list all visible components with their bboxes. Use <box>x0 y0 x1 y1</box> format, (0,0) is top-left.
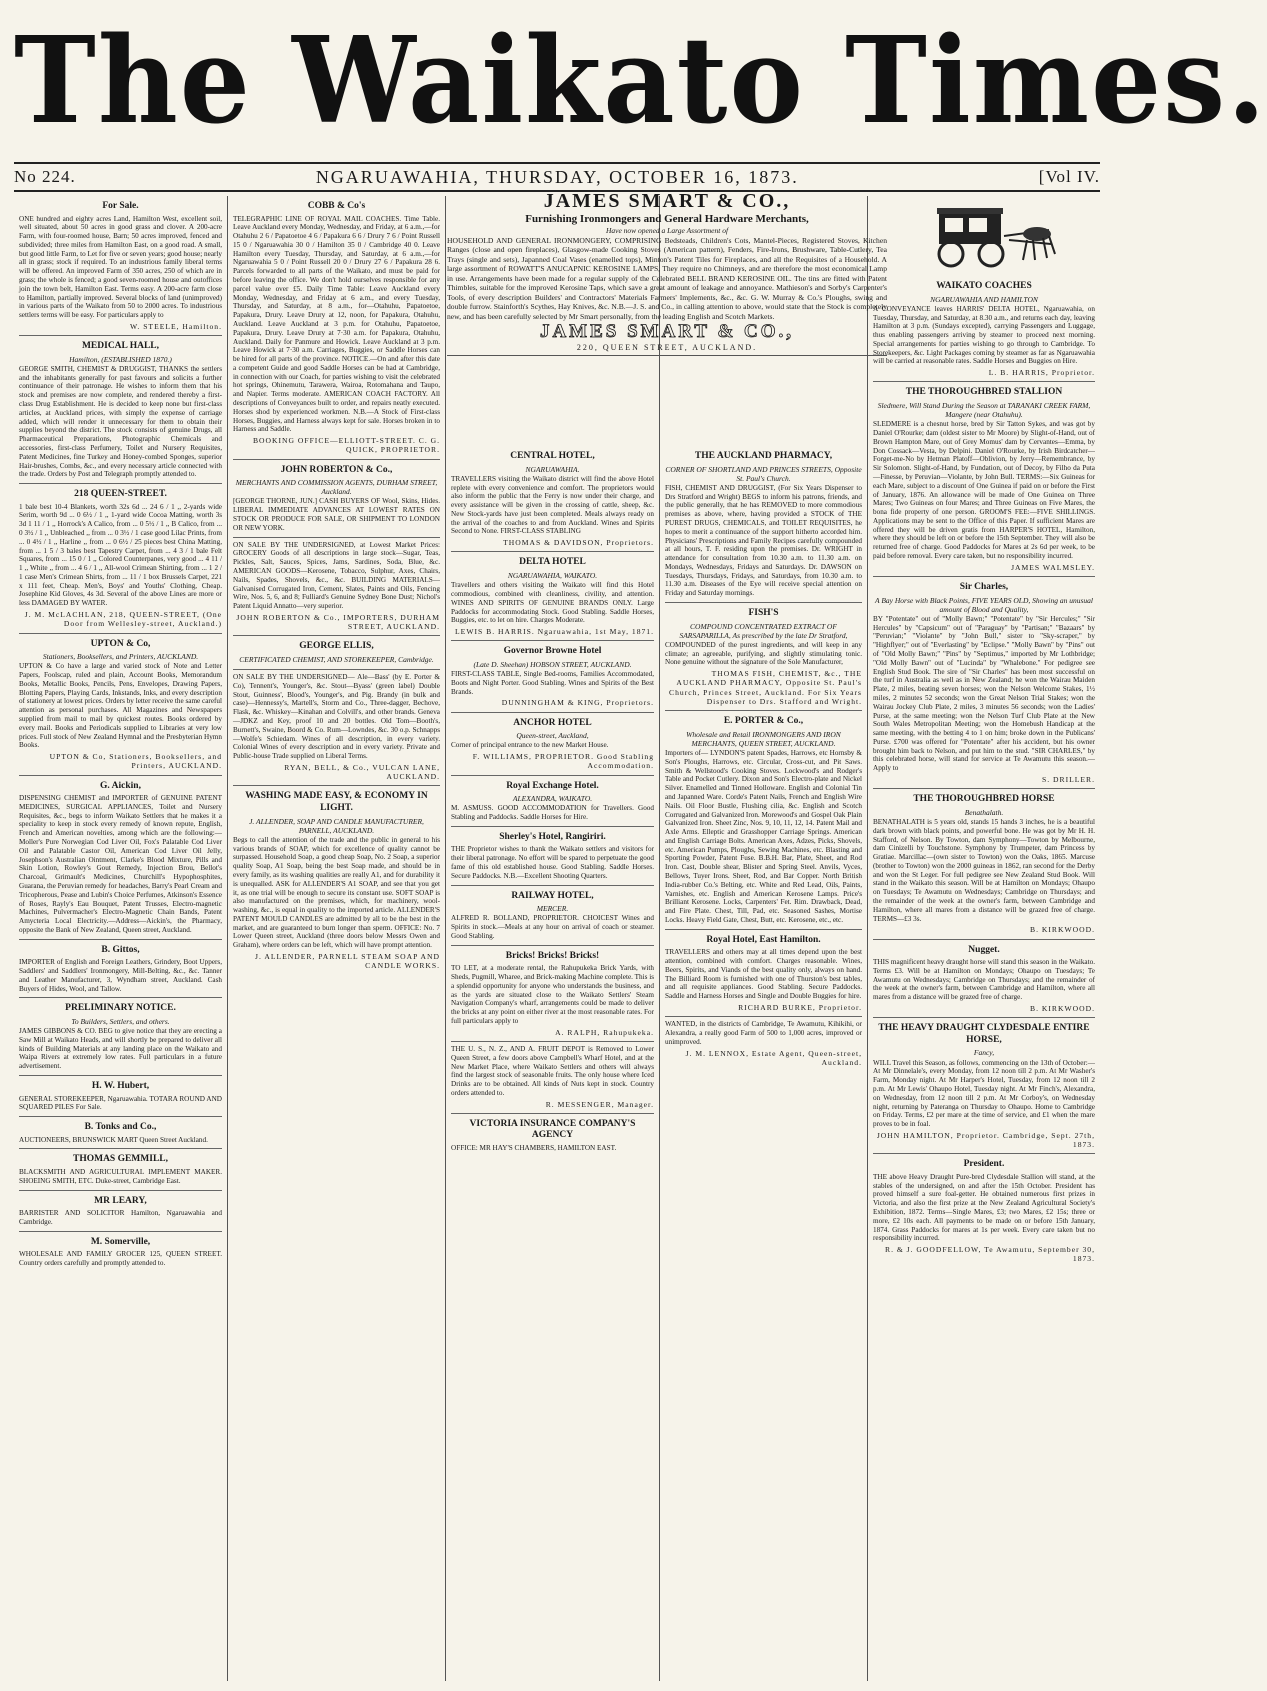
ad-body: Begs to call the attention of the trade and the public in general to his various brands of SOAP, which for excellence of quality cannot be surpassed. Household Soap, a good cheap Soap, No. 2 Soap, a superior quality Soap, A1 Soap, being the best Soap made, and should be in every family, as its washing qualities are really A1, and for durability it is unequalled. ASK for ALLENDER'S A1 SOAP, and see that you get it, as one trial will be enough to secure its constant use. SOFT SOAP is also manufactured on the premises, which, for machinery, wool-washing, &c., is equal in quality to the imported article. ALLENDER'S PATENT MOULD CANDLES are admitted by all to be the best in the market, and are guaranteed to burn longer than sperm. OFFICE: No. 7 Lower Queen street, Auckland (three doors below Messrs Owen and Graham), where orders can be left, which will have prompt attention. <box>233 835 440 950</box>
ad-heading: PRELIMINARY NOTICE. <box>65 1003 176 1014</box>
ad-heading: 218 QUEEN-STREET. <box>74 489 167 500</box>
ad-signature: DUNNINGHAM & KING, Proprietors. <box>501 698 654 708</box>
ad-signature: J. M. McLACHLAN, 218, QUEEN-STREET, (One Door from Wellesley-street, Auckland.) <box>24 610 222 629</box>
ad-signature: B. KIRKWOOD. <box>1030 925 1095 935</box>
ad-subheading: NGARUAWAHIA AND HAMILTON <box>930 294 1038 304</box>
ad-signature: LEWIS B. HARRIS. Ngaruawahia, 1st May, 1871. <box>455 627 654 637</box>
ad-heading: WASHING MADE EASY, & ECONOMY IN LIGHT. <box>245 791 428 813</box>
ad-body: TELEGRAPHIC LINE OF ROYAL MAIL COACHES. Time Table. Leave Auckland every Monday, Wednesday, and Friday, at 6 a.m.,—for Otahuhu 2 6 / Papatoetoe 4 6 / Papakura 6 6 / Drury 7 6 / Point Russell 15 0 / Ngaruawahia 30 0 / Hamilton 35 0 / Cambridge 40 0. Leave Hamilton every Tuesday, Thursday, and Saturday, at 6 a.m.,—for Ngaruawahia 5 0 / Point Russell 20 0 / Drury 27 6 / Papakura 28 6. Parcels forwarded to all parts of the Waikato, and must be paid for before leaving the office. We don't hold ourselves responsible for any parcel value over £5. Daily Time Table: Leave Auckland every Monday, Wednesday, and Friday at 6 a.m., and every Tuesday, Thursday, and Saturday, at 8 a.m., for—Otahuhu, Papatoetoe, Papakura, Drury. Leave Drury at 12, noon, for Papakura, Otahuhu, Auckland. Leave Auckland at 3 p.m. for Otahuhu, Papatoetoe, Papakura, Drury. Leave Drury at 7·30 a.m. for Papakura, Otahuhu, Auckland. Daily for Panmure and Howick. Leave Auckland at 3 p.m. Leave Howick at 7·30 a.m. Carriages, Buggies, or Saddle Horses can be hired for all parts of the province. NOTICE.—On and after this date a competent Guide and good Saddle Horses can be had at Cambridge, in connection with our Coach, for parties wishing to visit the celebrated hot springs, Ohinemutu, Tarawera, Wairoa, Rotomahana and Taupo, and Napier. Terms moderate. AMERICAN COACH FACTORY. All descriptions of Conveyances built to order, and repairs neatly executed. Horses shod by experienced workmen. N.B.—A Stock of First-class Horses, Buggies, and Harness always kept for sale. Horses broken in to Harness and Saddle. <box>233 214 440 434</box>
advertisement <box>19 940 222 999</box>
advertisement <box>233 670 440 786</box>
ad-body: UPTON & Co have a large and varied stock of Note and Letter Papers, Foolscap, ruled and plain, Account Books, Memorandum Books, Metallic Books, Pencils, Pens, Envelopes, Drawing Papers, Blotting Papers, Playing Cards, Inkstands, Inks, and every description of stationery at lowest prices. Orders by letter receive the same careful attention as personal purchases. All Magazines and Newspapers supplied from mail to mail by quickest routes. Books ordered by every mail. Books and Periodicals supplied to Libraries at very low prices. Full stock of New Zealand Hymnal and the Presbyterian Hymn Books. <box>19 662 222 750</box>
ad-signature: J. M. LENNOX, Estate Agent, Queen-street, Auckland. <box>685 1048 862 1067</box>
ad-body: GENERAL STOREKEEPER, Ngaruawahia. TOTARA ROUND AND SQUARED PILES For Sale. <box>19 1094 222 1112</box>
ad-subheading: Benathalath. <box>964 807 1004 817</box>
ad-heading: THE THOROUGHBRED HORSE <box>913 794 1055 805</box>
ad-heading: H. W. Hubert, <box>91 1080 150 1091</box>
ad-signature: JOHN ROBERTON & Co., IMPORTERS, DURHAM STREET, AUCKLAND. <box>236 612 440 632</box>
advertisement <box>451 1114 654 1157</box>
ad-body: [GEORGE THORNE, JUN.] CASH BUYERS OF Wool, Skins, Hides. LIBERAL IMMEDIATE ADVANCES AT LOWEST RATES ON STOCK OR PRODUCE FOR SALE, OR SHIPMENT TO LONDON OR NEW YORK. <box>233 497 440 532</box>
ad-subheading: Sledmere, Will Stand During the Season at TARANAKI CREEK FARM, Mangere (near Otahuhu). <box>877 401 1091 420</box>
columns <box>14 196 1100 1681</box>
column-1 <box>14 196 228 1681</box>
ad-heading: MEDICAL HALL, <box>81 341 160 352</box>
advertisement <box>19 196 222 336</box>
column-3-ads <box>451 446 654 1157</box>
advertisement <box>19 484 222 633</box>
ad-signature: RICHARD BURKE, Proprietor. <box>738 1002 862 1012</box>
ad-signature: BOOKING OFFICE—ELLIOTT-STREET. C. G. QUICK, PROPRIETOR. <box>252 436 440 455</box>
advertisement <box>665 1017 862 1071</box>
ad-signature: B. KIRKWOOD. <box>1030 1004 1095 1014</box>
ad-subheading: Hamilton, (ESTABLISHED 1870.) <box>69 354 172 364</box>
ad-subheading: (Late D. Sheehan) HOBSON STREET, AUCKLAND. <box>473 659 632 669</box>
ad-body: Travellers and others visiting the Waikato will find this Hotel commodious, combined with cleanliness, civility, and attention. WINES AND SPIRITS OF GENUINE BRANDS ONLY. Large Paddocks for accommodating Stock. Good Stabling. Saddle Horses, Buggies, etc. to let on hire. Charges Moderate. <box>451 581 654 625</box>
ad-body: WILL Travel this Season, as follows, commencing on the 13th of October:— At Mr Dinnelale's, every Monday, from 12 noon till 2 p.m. At Mr Washer's Farm, Monday night. At Mr Harper's Hotel, Tuesday, from 12 noon till 2 p.m. At Mr Lewis' Ohaupo Hotel, Tuesday night. At Mr Finch's, Alexandra, on Wednesday, from 12 noon till 2 p.m. At Mr Corboy's, on Wednesday night, returning by Pateranga on Thursday to Ohaupo. Home to Cambridge on Friday. Terms, £2 per mare at the time of service, and £1 when the mare proves to be in foal. <box>873 1058 1095 1129</box>
james-smart-address: 220, QUEEN STREET, AUCKLAND. <box>576 343 758 353</box>
james-smart-title: JAMES SMART & CO., <box>543 190 791 212</box>
ad-body: BY "Potentate" out of "Molly Bawn;" "Potentate" by "Sir Hercules;" "Sir Hercules" by "Capsicum" out of "Paraguay" by "Partisan;" "Bazaars" by "Peruvian;" "Violante" by "John Bull," sister to "Sky-scraper," by "Highflyer;" out of "Everlasting" by "Eclipse." "Molly Bawn" by "Pins" out of "Old Molly Bawn;" "Pins" by "Septimus," imported by Mr Lothbridge; "Old Molly Bawn" out of "Lucinda" by "Whalebone." For pedigree see English Stud Book. The sire of "Sir Charles" has been most successful on the turf in Australia as well as in New Zealand; he won the Wairau Maiden Plate, 2 miles, beating seven horses; won the Nelson Welcome Stakes, 1½ miles, 2 minutes 52 seconds; won the Great Nelson Trial Stakes; won the Wairau Jockey Club Plate, 2 miles, 3 minutes 56 seconds; won the Ladies' Purse, at the same meeting; won the Nelson Turf Club Plate at the New South Wales Metropolitan Meeting; won the Homebush Handicap at the same meeting, with the betting 4 to 1 on him; broke down in the Publicans' Purse. £700 was offered for "Potentate" after his accident, but his owner brought him back to Nelson, and put him to the stud. "SIR CHARLES," by this celebrated horse, will stand for service at Te Awamutu this season.—Apply to <box>873 614 1095 773</box>
ad-body: THE U. S., N. Z., AND A. FRUIT DEPOT is Removed to Lower Queen Street, a few doors above Campbell's Wharf Hotel, and at the New Market Place, where Waikato Settlers and others will always find the largest stock of seasonable fruits. The only house where Iced Drinks are to be obtained. All kinds of Nuts kept in stock. Country orders attended to. <box>451 1044 654 1097</box>
ad-body: BLACKSMITH AND AGRICULTURAL IMPLEMENT MAKER. SHOEING SMITH, ETC. Duke-street, Cambridge East. <box>19 1168 222 1185</box>
ad-heading: CENTRAL HOTEL, <box>510 451 595 461</box>
ad-body: WANTED, in the districts of Cambridge, Te Awamutu, Kihikihi, or Alexandra, a really good Farm of 500 to 1,000 acres, improved or unimproved. <box>665 1020 862 1046</box>
ad-body: SLEDMERE is a chesnut horse, bred by Sir Tatton Sykes, and was got by Daniel O'Rourke; dam (oldest sister to Mr Moore) by Slight-of-Hand, out of Brown Hampton Mare, out of Grey Momus' dam by Cervantes—Emma, by Don Cossack—Vesta, by Delpini. Daniel O'Rourke, by Irish Birdcatcher—Forget-me-No by Hetman Platoff—Oblivion, by Jerry—Remembrance, by Sir Solomon. Slight-of-Hand, by Fundation, out of Decoy, by Filho da Puta—Finesse, by Peruvian—Violante, by John Bull. TERMS:—Six Guineas for each Mare, subject to a discount of One Guinea if paid on or before the First of January, 1876. An allowance will be made of One Guinea on Three Mares; Two Guineas on four Mares; and Three Guineas on Five Mares, the bona fide property of one person. GROOM'S FEE:—FIVE SHILLINGS. Applications may be sent to the Office of this Paper. If sufficient Mares are offered they will be driven gratis from HARPER'S HOTEL, Hamilton, where they should be left on or before the 15th September. They will also be returned free of charge. Good Paddocks for Mares at 2s 6d per week, to be paid before removal. Every care taken, but no responsibility incurred. <box>873 420 1095 561</box>
ad-subheading: NGARUAWAHIA. <box>525 464 580 474</box>
ad-body: WHOLESALE AND FAMILY GROCER 125, QUEEN STREET. Country orders carefully and promptly attended to. <box>19 1250 222 1268</box>
ad-heading: M. Somerville, <box>90 1236 151 1247</box>
ad-heading: E. PORTER & Co., <box>723 716 804 727</box>
ad-body: M. ASMUSS. GOOD ACCOMMODATION for Travellers. Good Stabling and Paddocks. Saddle Horses for Hire. <box>451 804 654 822</box>
advertisement <box>19 776 222 940</box>
ad-body: ON SALE BY THE UNDERSIGNED, at Lowest Market Prices: GROCERY Goods of all descriptions in large stock—Sugar, Teas, Pickles, Salt, Sauces, Spices, Jams, Sardines, Soda, Blue, &c. AMERICAN GOODS—Kerosene, Tobacco, Sulphur, Axes, Chairs, Nails, Spades, Shovels, &c., &c. BUILDING MATERIALS—Galvanised Corrugated Iron, Cement, Slates, Paints and Oils, Fencing Wire, Nos. 5, 6, and 8; Fulliard's Genuine Sydney Bone Dust; Nichol's Patent Liquid Annatto—very superior. <box>233 540 440 611</box>
ad-signature: R. MESSENGER, Manager. <box>545 1099 654 1109</box>
ad-heading: For Sale. <box>102 201 139 211</box>
advertisement <box>19 634 222 776</box>
advertisement <box>451 552 654 641</box>
ad-heading: MR LEARY, <box>94 1195 147 1206</box>
ad-heading: THE AUCKLAND PHARMACY, <box>694 451 833 461</box>
ad-heading: B. Gittos, <box>101 944 140 955</box>
masthead-title: The Waikato Times. <box>14 10 1267 151</box>
ad-subheading: Queen-street, Auckland, <box>516 731 589 741</box>
ad-heading: JOHN ROBERTON & Co., <box>280 464 393 475</box>
ad-subheading: Wholesale and Retail IRONMONGERS AND IRON MERCHANTS, QUEEN STREET, AUCKLAND. <box>686 729 841 748</box>
ad-subheading: MERCHANTS AND COMMISSION AGENTS, DURHAM STREET, Auckland. <box>235 478 438 497</box>
ad-body: ON SALE BY THE UNDERSIGNED— Ale—Bass' (by E. Porter & Co), Tennent's, Younger's, &c. Stout—Byass' (green label) Double Stout, Guinness', Blood's, Younger's, and Pig. Brandy (in bulk and case)—Hennessy's, Martell's, Storm and Co., Three-dagger, Bechove, Flask, &c. Whiskey—Kinahan and Colvill's, and other brands. Geneva—JDKZ and Key, proof 10 and 20 bottles. Old Tom—Booth's, Burnett's, Swaine, Boord & Co. Rum—Lowndes, &c. 30 o.p. Schnapps—Wolfe's Schiedam. Wines of all description, in every variety. Colonial Wines of every description and in every variety. Private and Public-house Trade supplied on Liberal Terms. <box>233 673 440 761</box>
advertisement <box>451 1042 654 1114</box>
ad-subheading: NGARUAWAHIA, WAIKATO. <box>507 571 598 581</box>
advertisement <box>19 1232 222 1272</box>
advertisement <box>19 1117 222 1149</box>
advertisement <box>19 998 222 1076</box>
advertisement <box>451 713 654 776</box>
ad-body: FISH, CHEMIST AND DRUGGIST, (For Six Years Dispenser to Drs Stratford and Wright) BEGS to inform his patrons, friends, and the public generally, that he has REMOVED to more commodious premises as above, where, having provided a STOCK of THE PUREST DRUGS, CHEMICALS, and TOILET REQUISITES, he hopes to merit a continuance of the support hitherto accorded him. Physicians' Prescriptions and Family Recipes carefully compounded at all hours, T. F. residing upon the premises. Dr. WRIGHT in attendance for consultation from 10.30 a.m. to 11.30 a.m. on Mondays, Wednesdays, Fridays and Saturdays. Dr. DAWSON on Tuesdays, Thursdays, Fridays, and Saturdays, from 10.30 a.m. to 11.30 a.m. Diseases of the Eye will receive special attention on Friday and Saturday mornings. <box>665 483 862 598</box>
ad-heading: Governor Browne Hotel <box>503 646 602 657</box>
dateline-bar <box>14 162 1100 192</box>
ad-body: Importers of— LYNDON'S patent Spades, Harrows, etc Hornsby & Son's Ploughs, Harrows, etc. Circular, Cross-cut, and Pit Saws. Smith & Wellstood's Cooking Stoves. Lockwood's and Rodger's Table and Pocket Cutlery. Dixon and Son's Electro-plate and Nickel Silver. Enamelled and Tinned Holloware. English and Colonial Tin and Japanned Ware. Corde's Patent Nails, French and English Wire Nails. Oil Floor Bustle, Flushing cilia, &c. English and Scotch Corrugated and Galvanized Iron. Morewood's and Gospel Oak Plain Galvanized Iron. Sheet Zinc, Nos. 9, 10, 11, 12, 14. Patent Mail and Axle Arms. Elleptic and Grasshopper Carriage Springs. American and English Carriage Bolts. American Axes, Adzes, Picks, Shovels, etc. American Pumps, Ploughs, Sewing Machines, etc. Blasting and Sporting Powder, Patent Fuse. B.B.H. Bar, Plate, Sheet, and Rod Iron. Cast, Double shear, Blister and Spring Steel. Anvils, Vyces, Bellows, Tuyer Irons. Sheet, Rod, and Bar Copper. North British India-rubber Co.'s Belting, etc. White and Red Lead, Oils, Paints, Varnishes, etc. English and American Kerosene Lamps. Price's Brilliant Kerosene. Locks, Carpenters' Fet. Rim. Drawback, Dead, and Fire Plate. Chest, Till, Pad, etc. Seasoned Sashes, Mortise Locks. Heavy Field Gate, Chest, Butt, etc. Kerosene, etc., etc. <box>665 749 862 924</box>
ad-heading: Nugget. <box>968 944 1000 955</box>
column-5-ads <box>873 276 1095 1268</box>
ad-subheading: J. ALLENDER, SOAP AND CANDLE MANUFACTURER, PARNELL, AUCKLAND. <box>249 816 424 835</box>
ad-subheading: CERTIFICATED CHEMIST, AND STOREKEEPER, Cambridge. <box>239 654 434 664</box>
ad-body: THE Proprietor wishes to thank the Waikato settlers and visitors for their liberal patronage. No effort will be spared to perpetuate the good fame of this old established house. Good Stabling. Saddle Horses. Secure Paddocks. N.B.—Excellent Shooting Quarters. <box>451 845 654 880</box>
advertisement <box>19 1191 222 1232</box>
ad-heading: WAIKATO COACHES <box>936 281 1032 291</box>
advertisement <box>873 1154 1095 1267</box>
advertisement <box>665 603 862 711</box>
ad-signature: L. B. HARRIS, Proprietor. <box>988 368 1095 378</box>
ad-heading: THE HEAVY DRAUGHT CLYDESDALE ENTIRE HORSE, <box>878 1023 1090 1045</box>
ad-heading: ANCHOR HOTEL <box>513 717 592 728</box>
coach-icon <box>909 200 1059 272</box>
advertisement <box>873 789 1095 939</box>
coach-illustration <box>873 200 1095 272</box>
volume-number: [Vol IV. <box>1038 167 1100 186</box>
issue-number: No 224. <box>14 167 76 186</box>
ad-body: DISPENSING CHEMIST and IMPORTER of GENUINE PATENT MEDICINES, SURGICAL APPLIANCES, Toilet and Nursery Requisites, &c., begs to inform Waikato Settlers that he makes it a speciality to keep in stock every remedy of known repute, English, French and American novelties, among which are the following:—Moller's Pure Norwegian Cod Liver Oil, Fox's Palatable Cod Liver Oil and Palatable Castor Oil, American Cod Liver Oil Jelly, Josephson's Australian Ointment, Clarke's Blood Mixture, Pills and Skin Lotion, Rowley's Gout Remedy, Injection Brou, Bellot's Charcoal, Grimault's Medicines, Churchill's Hypophosphites, Guarana, the Peruvian remedy for headaches, Barry's Pearl Cream and Tricopherous, Pease and Lubin's Choice Perfumes, Atkinson's Essence of Roses, Rayly's Eau Bouquet, Patent Trusses, Electro-magnetic Machines, Pulvermacher's Electro-Magnetic Chain Bands, Patent Amycteria Local Electricity.—Address—Aickin's, the Pharmacy, opposite the Bank of New Zealand, Queen street, Auckland. <box>19 794 222 934</box>
ad-body: THE above Heavy Draught Pure-bred Clydesdale Stallion will stand, at the stables of the undersigned, on and after the 15th October. President has proved himself a sure foal-getter. He obtained numerous first prizes in Victoria, and also the first prize at the New Zealand Agricultural Society's Exhibition, 1872. Terms—Single Mares, £3; two Mares, £2 15s; three or more, £2 10s each. All payments to be made on or before 15th January, 1874. Grass Paddocks for mares at 1s per week. Every care taken but no responsibility incurred. <box>873 1172 1095 1243</box>
ad-heading: Sir Charles, <box>959 582 1009 593</box>
ad-signature: THOMAS & DAVIDSON, Proprietors. <box>503 538 654 548</box>
ad-heading: G. Aickin, <box>100 780 141 791</box>
james-smart-body: HOUSEHOLD AND GENERAL IRONMONGERY, COMPRISING Bedsteads, Children's Cots, Mantel-Pieces, Registered Stoves, Kitchen Ranges (close and open fireplaces), Glasgow-made Cooking Stoves (American pattern), Fenders, Fire-Irons, Brushware, Table-Cutlery, Tea Trays (single and sets), Japanned Coal Vases (enamelled tops), Minton's Patent Tiles for Fireplaces, and all the Requisites of a Household. A large assortment of ROWATT'S ANUCAPNIC KEROSINE LAMPS, They require no Chimneys, and are therefore the most economical Lamp in use. Arrangements have been made for a regular supply of the Celebrated BELL BRAND KEROSINE OIL. The tins are fitted with Patent Thimbles, suitable for the improved Kerosine Taps, which save a great amount of leakage and annoyance. Mathieson's and Sorby's Carpenter's Tools, of every description Builders' and Contractors' Materials Farmers' Implements, &c., &c. G. W. Murray & Co.'s Ploughs, swing and double furrow. Stainforth's Scythes, Hay Knives, &c. N.B.—J. S. and Co., in calling attention to above, would state that the Stock is completely new, and has been carefully selected by Mr Smart personally, from the leading English and Scotch Markets. <box>447 236 887 321</box>
column-3 <box>446 196 660 1681</box>
column-4-ads <box>665 446 862 1071</box>
advertisement <box>873 1018 1095 1154</box>
ad-body: AUCTIONEERS, BRUNSWICK MART Queen Street Auckland. <box>19 1135 208 1144</box>
ad-signature: F. WILLIAMS, PROPRIETOR. Good Stabling Accommodation. <box>472 752 654 771</box>
advertisement <box>873 382 1095 577</box>
advertisement <box>233 636 440 670</box>
ad-body: COMPOUNDED of the purest ingredients, and will keep in any climate; an agreeable, purifying, and slightly stimulating tonic. None genuine without the signature of the Sole Manufacturer, <box>665 640 862 667</box>
ad-body: OFFICE: MR HAY'S CHAMBERS, HAMILTON EAST. <box>451 1144 617 1153</box>
ad-heading: UPTON & Co, <box>90 638 151 649</box>
column-4 <box>660 196 868 1681</box>
ad-signature: RYAN, BELL, & Co., VULCAN LANE, AUCKLAND. <box>284 762 440 782</box>
ad-signature: JAMES WALMSLEY. <box>1011 562 1095 572</box>
ad-heading: GEORGE ELLIS, <box>299 641 374 652</box>
ad-body: BARRISTER AND SOLICITOR Hamilton, Ngaruawahia and Cambridge. <box>19 1209 222 1226</box>
advertisement <box>665 711 862 929</box>
ad-heading: Royal Exchange Hotel. <box>506 780 599 791</box>
ad-subheading: Stationers, Booksellers, and Printers, AUCKLAND. <box>42 652 199 662</box>
ad-body: TRAVELLERS and others may at all times depend upon the best attention, combined with comfort. Charges reasonable. Wines, Beers, Spirits, and Viands of the best quality only, always on hand. The Billiard Room is furnished with one of Thurston's best tables, and all requisite appliances. Good Stabling. Secure Paddocks. Saddle and Harness Horses and Single and Double Buggies for hire. <box>665 948 862 1001</box>
ad-body: ONE hundred and eighty acres Land, Hamilton West, excellent soil, well situated, about 50 acres in good grass and clover. A 200-acre Farm, with four-roomed house, Barn; 50 acres improved, fenced and subdivided; three miles from Hamilton East, on a good road. A small, but good little Farm, to Let for five or seven years; good house; nearly all in grass; stock if required. To an industrious family liberal terms will be offered. An improved Farm of 350 acres, 250 of which are in grass; the whole is fenced; a good seven-roomed house and outoffices join the town belt, Hamilton East. Terms easy. A 200-acre farm close to Hamilton, partially improved. Several blocks of land (unimproved) in various parts of the Waikato from 50 to 2000 acres. To industrious settlers terms will be easy. For particulars apply to <box>19 214 222 320</box>
advertisement <box>665 446 862 603</box>
advertisement <box>451 776 654 827</box>
ad-heading: Royal Hotel, East Hamilton. <box>706 934 821 945</box>
ad-heading: FISH'S <box>748 608 779 619</box>
ad-signature: THOMAS FISH, CHEMIST, &c., THE AUCKLAND PHARMACY, Opposite St. Paul's Church, Princes Street, Auckland. For Six Years Dispenser to Drs. Stafford and Wright. <box>669 669 862 706</box>
ad-body: BENATHALATH is 5 years old, stands 15 hands 3 inches, he is a beautiful dark brown with black points, and powerful bone. He was got by Mr H. H. Stafford, of Nelson. By Towton, dam Symphony—Towton by Melbourne, dam Cinizelli by Touchstone. Symphony by Trumpeter, dam Princess by Gratiae. Marcillac—(own sister to Towton) won the Oaks, 1865. Marcuse (brother to Towton) won the 2000 guineas in 1862, ran second for the Derby and won the St Leger. For full pedigree see New Zealand Stud Book. Will stand in the Waikato this season. Will be at Hamilton on Mondays; Ohaupo on Tuesdays; Te Awamutu on Wednesdays; Cambridge on Thursdays; and the remainder of the week at the owner's farm, between Cambridge and Hamilton, where all mares from a distance will be grazed free of charge. TERMS—£3 3s. <box>873 817 1095 923</box>
ad-body: A CONVEYANCE leaves HARRIS' DELTA HOTEL, Ngaruawahia, on Tuesday, Thursday, and Saturday, at 8.30 a.m., and returns each day, leaving Hamilton at 3 p.m. (Sundays excepted), carrying Passengers and Luggage, thus enabling passengers arriving by steamer to proceed next morning. Special arrangements for parties wishing to go through to Cambridge. To Storekeepers, &c. Light Packages coming by steamer as far as Ngaruawahia will be carried at reasonable rates. Saddle Horses and Buggies on Hire. <box>873 304 1095 366</box>
ad-heading: Sherley's Hotel, Rangiriri. <box>499 831 606 842</box>
ad-heading: President. <box>963 1159 1005 1170</box>
ad-subheading: A Bay Horse with Black Points, FIVE YEARS OLD, Showing an unusual amount of Blood and Quality, <box>875 595 1093 614</box>
ad-body: FIRST-CLASS TABLE, Single Bed-rooms, Families Accommodated, Boots and Night Porter. Good Stabling. Wines and Spirits of the Best Brands. <box>451 670 654 696</box>
ad-subheading: MERCER. <box>536 904 569 914</box>
advertisement <box>233 538 440 637</box>
advertisement <box>873 940 1095 1019</box>
ad-subheading: CORNER OF SHORTLAND AND PRINCES STREETS, Opposite St. Paul's Church. <box>665 464 862 483</box>
james-smart-outline-title: JAMES SMART & CO., <box>539 321 795 343</box>
ad-body: TRAVELLERS visiting the Waikato district will find the above Hotel replete with every convenience and comfort. The proprietors would also inform the public that the Ferry is now under their charge, and every assistance will be given in the crossing of cattle, sheep, &c. New Stock-yards have just been completed. Meals always ready on the arrival of the coaches to and from Auckland. Wines and Spirits Second to None. FIRST-CLASS STABLING <box>451 474 654 536</box>
advertisement <box>19 1149 222 1190</box>
ad-signature: JOHN HAMILTON, Proprietor. Cambridge, Sept. 27th, 1873. <box>876 1130 1095 1150</box>
ad-signature: UPTON & Co, Stationers, Booksellers, and Printers, AUCKLAND. <box>49 752 222 771</box>
advertisement <box>19 336 222 484</box>
ad-heading: VICTORIA INSURANCE COMPANY'S AGENCY <box>469 1118 636 1141</box>
ad-heading: COBB & Co's <box>307 201 366 211</box>
advertisement <box>451 946 654 1042</box>
advertisement <box>451 641 654 712</box>
advertisement <box>233 786 440 974</box>
advertisement <box>233 196 440 460</box>
ad-signature: W. STEELE, Hamilton. <box>129 321 222 331</box>
advertisement <box>19 1076 222 1117</box>
ad-subheading: ALEXANDRA, WAIKATO. <box>512 794 593 804</box>
ad-signature: S. DRILLER. <box>1042 774 1095 784</box>
ad-body: 1 bale best 10-4 Blankets, worth 32s 6d ... 24 6 / 1 ,, 2-yards wide Serim, worth 9d ... 0 6½ / 1 ,, 1-yard wide Cocoa Matting, worth 3s 3d 1 11 / 1 ,, Horrock's A Calico, from ... 0 5½ / 1 ,, B Calico, from ... 0 3½ / 1 ,, Unbleached ,, from ... 0 3½ / 1 case good Lilac Prints, from ... 0 4½ / 1 ,, Harline ,, from ... 0 6½ / 25 pieces best China Matting, from ... 1 5 / 3 bales best Tapestry Carpet, from ... 4 3 / 1 bale Felt Squares, from ... 15 0 / 1 ,, Colored Counterpanes, very good ... 4 11 / 1 ,, White ,, from ... 4 6 / 1 ,, All-wool Crimean Shirting, from ... 1 2 / 1 case Men's Crimean Shirts, from ... 11 / 1 box Brussels Carpet, 221 x 111 feet, Cheap. Men's, Boys' and Youths' Clothing, Cheap. Josephine Kid Gloves, 4s 3d. Several of the above Lines are more or less DAMAGED BY WATER. <box>19 502 222 608</box>
advertisement <box>665 930 862 1018</box>
ad-heading: Bricks! Bricks! Bricks! <box>505 950 600 961</box>
advertisement <box>233 460 440 538</box>
ad-heading: B. Tonks and Co., <box>84 1122 157 1133</box>
james-smart-intro: Have now opened a Large Assortment of <box>605 226 729 235</box>
ad-body: Corner of principal entrance to the new Market House. <box>451 741 609 750</box>
ad-subheading: To Builders, Settlers, and others. <box>71 1016 170 1026</box>
james-smart-advertisement <box>447 190 887 356</box>
divider <box>447 355 887 356</box>
ad-heading: THE THOROUGHBRED STALLION <box>905 387 1063 398</box>
ad-heading: DELTA HOTEL <box>519 557 586 568</box>
ad-subheading: Fancy, <box>973 1048 995 1058</box>
column-2 <box>228 196 446 1681</box>
ad-body: IMPORTER of English and Foreign Leathers, Grindery, Boot Uppers, Saddlers' and Saddlers' Ironmongery, Mill-Belting, &c., &c. Tanner and Leather Manufacturer, 3, Wyndham street, Auckland. Cash Buyers of Hides, Wool, and Tallow. <box>19 958 222 993</box>
advertisement <box>873 577 1095 789</box>
ad-body: THIS magnificent heavy draught horse will stand this season in the Waikato. Terms £3. Will be at Hamilton on Mondays; Ohaupo on Tuesdays; Te Awamutu on Wednesdays; Cambridge on Thursdays; and the remainder of the week at the owner's farm, between Cambridge and Hamilton, where all mares from a distance will be grazed free of charge. <box>873 958 1095 1002</box>
ad-body: JAMES GIBBONS & CO. BEG to give notice that they are erecting a Saw Mill at Waikato Heads, and will shortly be prepared to deliver all kinds of Building Materials at any landing place on the Waikato and Waipa Rivers at extremely low rates. Full particulars in a future advertisement. <box>19 1027 222 1071</box>
ad-signature: J. ALLENDER, PARNELL STEAM SOAP AND CANDLE WORKS. <box>255 951 440 971</box>
ad-body: GEORGE SMITH, CHEMIST & DRUGGIST, THANKS the settlers and the inhabitants generally for past favours and solicits a further continuance of their patronage. He wishes to inform them that his stock and premises are now complete, and rendered thereby a first-class Drug Establishment. He is decided to keep none but first-class articles, at Auckland prices, with simply the expense of carriage added, which will render it unnecessary for them to obtain their supplies beyond the district. The stock consists of genuine Drugs, all Pharmaceutical Preparations, Photographic Chemicals and accessories, first-class Perfumery, Toilet and Nursery Requisites, Patent Medicines, fine Turkey and Honey-combed Sponges, superior Hair-brushes, Combs, &c., and every necessary article connected with the trade. Orders by Post and Telegraph promptly attended to. <box>19 364 222 479</box>
ad-signature: A. RALPH, Rahupukeka. <box>555 1027 654 1037</box>
advertisement <box>451 446 654 552</box>
james-smart-subtitle: Furnishing Ironmongers and General Hardware Merchants, <box>525 213 809 225</box>
column-5 <box>868 196 1100 1681</box>
advertisement <box>451 827 654 886</box>
ad-heading: THOMAS GEMMILL, <box>72 1154 168 1165</box>
ad-body: TO LET, at a moderate rental, the Rahupukeka Brick Yards, with Sheds, Pugmill, Wharee, and Brick-making Machine complete. This is a splendid opportunity for anyone who understands the business, and as the yards are situated close to the Waikato Settlers' Steam Navigation Company's wharf, arrangements could be made to deliver the bricks at any point on either river at the most reasonable rates. For full particulars apply to <box>451 964 654 1025</box>
date-place: NGARUAWAHIA, THURSDAY, OCTOBER 16, 1873. <box>315 166 799 187</box>
advertisement <box>873 276 1095 382</box>
ad-subheading: COMPOUND CONCENTRATED EXTRACT OF SARSAPARILLA, As prescribed by the late Dr Stratford, <box>679 621 848 640</box>
ad-body: ALFRED R. BOLLAND, PROPRIETOR. CHOICEST Wines and Spirits in stock.—Meals at any hour on arrival of coach or steamer. Good Stabling. <box>451 914 654 940</box>
advertisement <box>451 886 654 946</box>
ad-heading: RAILWAY HOTEL, <box>511 890 594 901</box>
ad-signature: R. & J. GOODFELLOW, Te Awamutu, September 30, 1873. <box>885 1245 1095 1264</box>
